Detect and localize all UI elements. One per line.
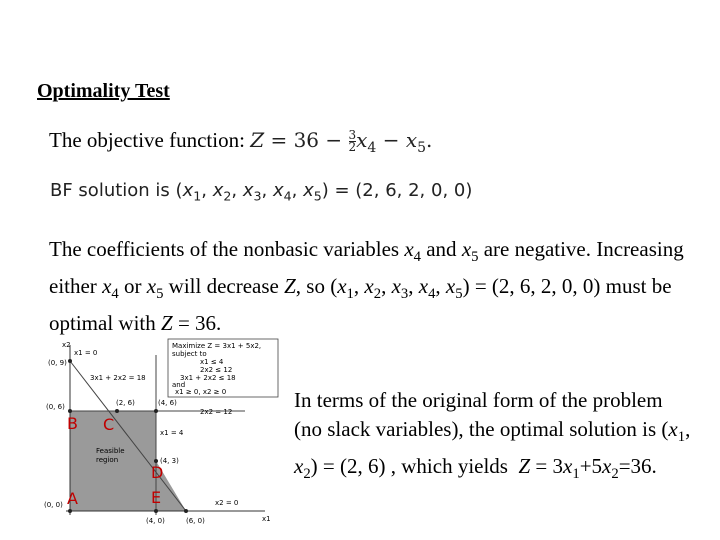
problem-line-1: Maximize Z = 3x1 + 5x2, bbox=[172, 342, 262, 350]
problem-line-7: x1 ≥ 0, x2 ≥ 0 bbox=[175, 388, 227, 396]
corner-letter-e: E bbox=[151, 488, 162, 507]
constraint-label-x2-0: x2 = 0 bbox=[215, 499, 239, 507]
constraint-label-2x2-12: 2x2 = 12 bbox=[200, 408, 233, 416]
problem-line-6: and bbox=[172, 381, 186, 389]
explanation-paragraph: The coefficients of the nonbasic variables $x_4$ and $x_5$ are negative. Increasing either $x_4$ or $x_5$ will decrease Z, so ($x_1$, $x_2$, $x_3$, $x_4$, $x_5) = (2$, 6, 2, 0, 0) must be optimal with Z = 36. bbox=[49, 237, 684, 336]
corner-letter-a: A bbox=[67, 489, 78, 508]
axis-x1-label: x1 bbox=[262, 515, 271, 523]
feasible-region-figure bbox=[40, 335, 285, 525]
point-label-4-0: (4, 0) bbox=[146, 517, 165, 525]
point-label-4-6: (4, 6) bbox=[158, 399, 177, 407]
vertex-6-0 bbox=[184, 509, 188, 513]
constraint-label-3x1-2x2: 3x1 + 2x2 = 18 bbox=[90, 374, 146, 382]
problem-line-5: 3x1 + 2x2 ≤ 18 bbox=[180, 374, 236, 382]
vertex-0-6 bbox=[68, 409, 72, 413]
region-label-1: Feasible bbox=[96, 447, 125, 455]
point-label-4-3: (4, 3) bbox=[160, 457, 179, 465]
vertex-4-6 bbox=[154, 409, 158, 413]
objective-expression: Z = 36 − $\frac{3}{2}$ $x_4 - x_5$. bbox=[250, 128, 433, 156]
constraint-label-x1-4: x1 = 4 bbox=[160, 429, 184, 437]
objective-line bbox=[49, 128, 432, 156]
axis-x2-label: x2 bbox=[62, 341, 71, 349]
constraint-label-x1-0: x1 = 0 bbox=[74, 349, 98, 357]
region-label-2: region bbox=[96, 456, 119, 464]
problem-line-3: x1 ≤ 4 bbox=[200, 358, 224, 366]
point-label-0-6: (0, 6) bbox=[46, 403, 65, 411]
vertex-2-6 bbox=[115, 409, 119, 413]
problem-line-2: subject to bbox=[172, 350, 207, 358]
vertex-4-0 bbox=[154, 509, 158, 513]
point-label-0-9: (0, 9) bbox=[48, 359, 67, 367]
corner-letter-b: B bbox=[67, 414, 78, 433]
objective-label: The objective function: bbox=[49, 128, 245, 152]
problem-line-4: 2x2 ≤ 12 bbox=[200, 366, 233, 374]
vertex-0-9 bbox=[68, 359, 72, 363]
original-form-text: In terms of the original form of the problem (no slack variables), the optimal solution is ($x_1$, $x_2) = (2$, 6) , which yields $Z = 3x_1+5x_2=36$. bbox=[294, 388, 691, 483]
point-label-6-0: (6, 0) bbox=[186, 517, 205, 525]
bf-solution: BF solution is ($x_1$, $x_2$, $x_3$, $x_4$, $x_5) = (2$, 6, 2, 0, 0) bbox=[50, 180, 473, 204]
slide-heading: Optimality Test bbox=[37, 80, 170, 102]
point-label-2-6: (2, 6) bbox=[116, 399, 135, 407]
corner-letter-d: D bbox=[151, 463, 164, 482]
vertex-0-0 bbox=[68, 509, 72, 513]
point-label-0-0: (0, 0) bbox=[44, 501, 63, 509]
corner-letter-c: C bbox=[103, 415, 115, 434]
